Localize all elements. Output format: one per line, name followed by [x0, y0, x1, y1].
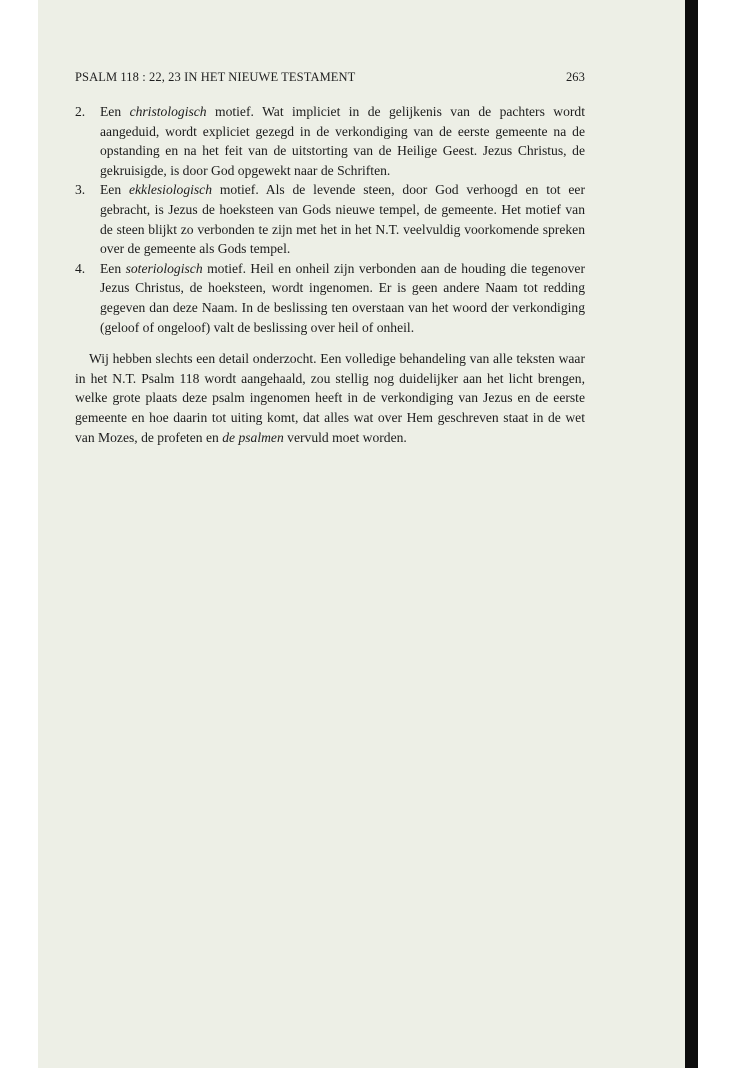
list-item-number: 2. — [75, 104, 86, 119]
page-number: 263 — [565, 70, 585, 84]
page-edge-shadow — [685, 0, 698, 1068]
emphasis-term: christologisch — [129, 104, 207, 119]
running-title: PSALM 118 : 22, 23 IN HET NIEUWE TESTAMENT — [75, 70, 356, 84]
closing-paragraph: Wij hebben slechts een detail onderzocht. Een volledige behandeling van alle teksten waar in het N.T. Psalm 118 wordt aangehaald, zou stellig nog duidelijker aan het licht brengen, welke grote plaats deze psalm ingenomen heeft in de verkondiging van Jezus en de eerste gemeente en hoe daarin tot uiting komt, dat alles wat over Hem geschreven staat in de wet van Mozes, de profeten en de psalmen vervuld moet worden. — [75, 351, 585, 445]
list-item-number: 4. — [75, 260, 86, 276]
list-item — [75, 102, 585, 180]
list-item — [75, 180, 585, 258]
emphasis-term: soteriologisch — [125, 260, 203, 276]
emphasis-term: ekklesiologisch — [128, 182, 213, 198]
page-body — [75, 102, 585, 447]
list-item — [75, 259, 585, 337]
list-item-text: Een soteriologisch motief. Heil en onheil zijn verbonden aan de houding die tegenover Jezus Christus, de hoeksteen, wordt ingenomen. Er is geen andere Naam tot redding gegeven dan deze Naam. In de beslissing ten overstaan van het woord der verkondiging (geloof of ongeloof) valt de beslissing over heil of onheil. — [100, 260, 585, 335]
list-item-text: Een christologisch motief. Wat impliciet in de gelijkenis van de pachters wordt aangeduid, wordt expliciet gezegd in de verkondiging van de eerste gemeente na de opstanding en na het feit van de uitstorting van de Heilige Geest. Jezus Christus, de gekruisigde, is door God opgewekt naar de Schriften. — [100, 104, 585, 178]
list-item-number: 3. — [75, 182, 86, 198]
list-item-text: Een ekklesiologisch motief. Als de levende steen, door God verhoogd en tot eer gebracht, is Jezus de hoeksteen van Gods nieuwe tempel, de gemeente. Het motief van de steen blijkt zo verbonden te zijn met het in het N.T. veelvuldig voorkomende spreken over de gemeente als Gods tempel. — [100, 182, 585, 257]
running-header — [75, 70, 585, 88]
emphasis-term: de psalmen — [222, 429, 284, 445]
